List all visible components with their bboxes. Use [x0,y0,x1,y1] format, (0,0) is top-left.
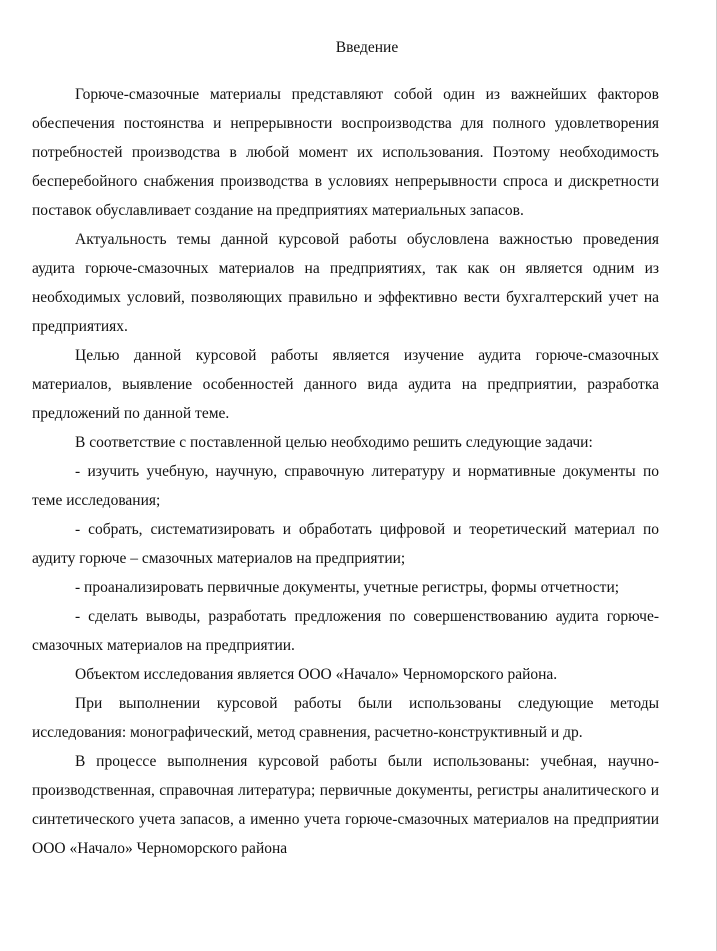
paragraph-intro: Горюче-смазочные материалы представляют собой один из важнейших факторов обеспечения постоянства и непрерывности воспроизводства для полного удовлетворения потребностей производства в любой момент их использования. Поэтому необходимость бесперебойного снабжения производства в условиях непрерывности спроса и дискретности поставок обуславливает создание на предприятиях материальных запасов. [32,86,659,219]
document-body [32,80,659,863]
task-item: - изучить учебную, научную, справочную литературу и нормативные документы по теме исследования; [32,463,659,509]
task-item: - собрать, систематизировать и обработать цифровой и теоретический материал по аудиту горюче – смазочных материалов на предприятии; [32,521,659,567]
paragraph-relevance: Актуальность темы данной курсовой работы обусловлена важностью проведения аудита горюче-смазочных материалов на предприятиях, так как он является одним из необходимых условий, позволяющих правильно и эффективно вести бухгалтерский учет на предприятиях. [32,231,659,335]
paragraph-methods: При выполнении курсовой работы были использованы следующие методы исследования: монографический, метод сравнения, расчетно-конструктивный и др. [32,695,659,741]
task-item: - сделать выводы, разработать предложения по совершенствованию аудита горюче-смазочных материалов на предприятии. [32,608,659,654]
page-title: Введение [335,39,399,56]
paragraph-goal: Целью данной курсовой работы является изучение аудита горюче-смазочных материалов, выявление особенностей данного вида аудита на предприятии, разработка предложений по данной теме. [32,347,659,422]
paragraph-tasks-intro: В соответствие с поставленной целью необходимо решить следующие задачи: [75,434,593,451]
task-item: - проанализировать первичные документы, учетные регистры, формы отчетности; [75,579,620,596]
paragraph-sources: В процессе выполнения курсовой работы были использованы: учебная, научно-производственная, справочная литература; первичные документы, регистры аналитического и синтетического учета запасов, а именно учета горюче-смазочных материалов на предприятии ООО «Начало» Черноморского района [32,753,659,857]
paragraph-object: Объектом исследования является ООО «Начало» Черноморского района. [75,666,558,683]
